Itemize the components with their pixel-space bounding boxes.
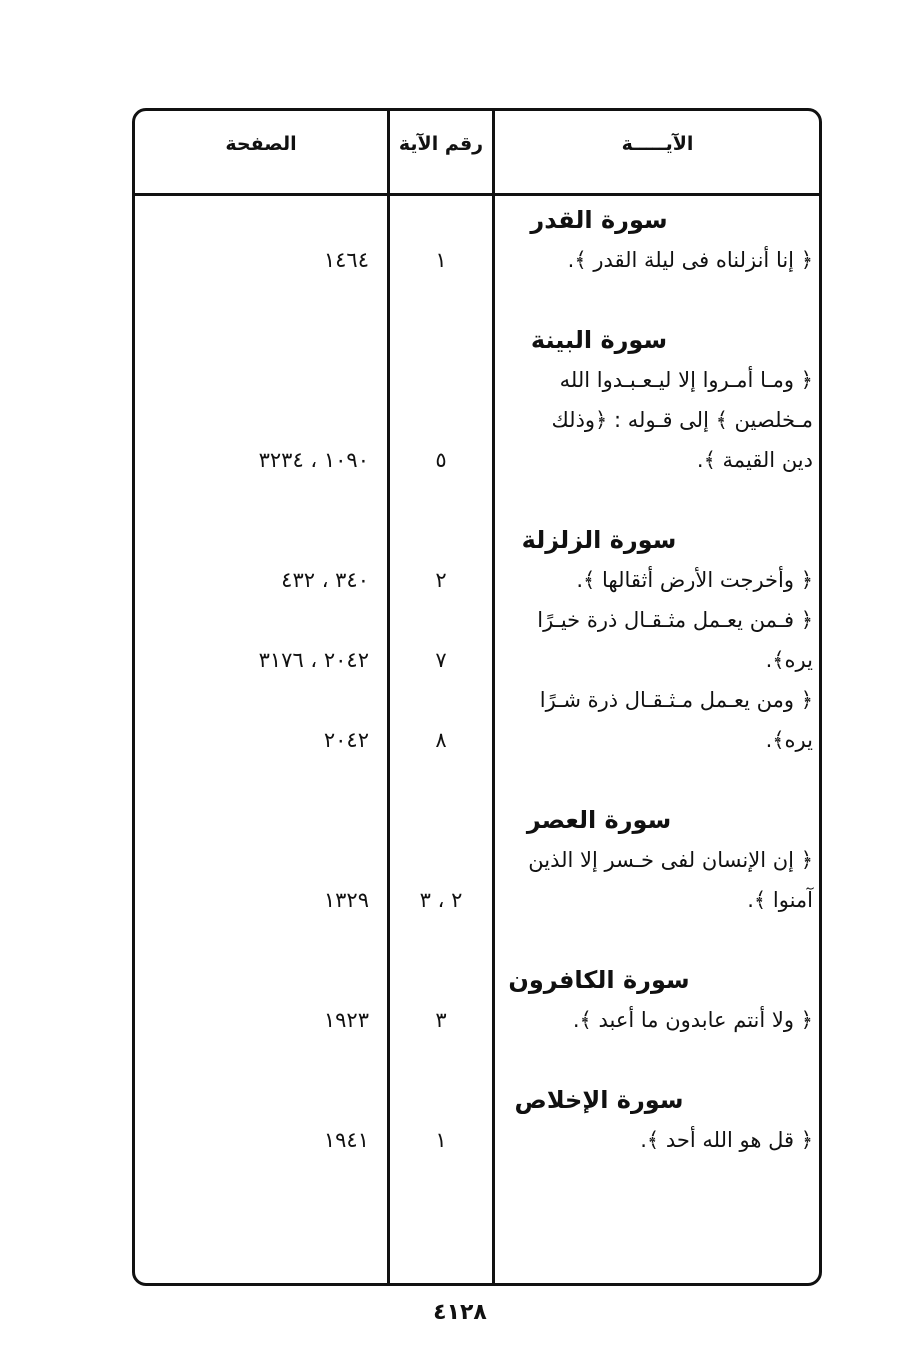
ayah-number: ٧ <box>435 648 447 672</box>
ayah-text-line: ﴿ ومن يعـمل مـثـقـال ذرة شـرًا <box>539 688 813 712</box>
surah-title: سورة العصر <box>526 806 672 834</box>
ayah-text-line: ﴿ ومـا أمـروا إلا ليـعـبـدوا الله <box>559 368 813 392</box>
ayah-text-line: ﴿ فـمن يعـمل مثـقـال ذرة خيـرًا <box>537 608 813 632</box>
page-reference: ٢٠٤٢ <box>323 728 369 752</box>
surah-title: سورة الكافرون <box>508 966 690 994</box>
surah-title: سورة الزلزلة <box>521 526 677 554</box>
surah-title: سورة القدر <box>530 206 668 234</box>
surah-title: سورة البينة <box>530 326 668 354</box>
ayah-text-line: ﴿ وأخرجت الأرض أثقالها ﴾. <box>576 568 813 592</box>
page-reference: ١٣٢٩ <box>323 888 369 912</box>
page-reference: ٢٠٤٢ ، ٣١٧٦ <box>258 648 369 672</box>
header-page: الصفحة <box>225 133 297 155</box>
ayah-text-line: ﴿ ولا أنتم عابدون ما أعبد ﴾. <box>572 1008 813 1032</box>
header-ayah: الآيـــــة <box>621 133 694 155</box>
ayah-text-line: يره﴾. <box>765 728 813 752</box>
ayah-text-line: ﴿ قل هو الله أحد ﴾. <box>640 1128 813 1152</box>
surah-title: سورة الإخلاص <box>514 1086 684 1114</box>
ayah-text-line: ﴿ إن الإنسان لفى خـسر إلا الذين <box>528 848 813 872</box>
ayah-number: ٥ <box>435 448 447 472</box>
ayah-text-line: دين القيمة ﴾. <box>696 448 813 472</box>
page-reference: ٣٤٠ ، ٤٣٢ <box>281 568 369 592</box>
ayah-number: ٨ <box>435 728 447 752</box>
header-divider <box>135 193 819 196</box>
column-divider-page <box>387 111 390 1283</box>
ayah-text-line: مـخلصين ﴾ إلى قـوله : ﴿وذلك <box>551 408 813 432</box>
ayah-number: ١ <box>435 1128 447 1152</box>
ayah-number: ١ <box>435 248 447 272</box>
ayah-text-line: يره﴾. <box>765 648 813 672</box>
page-reference: ١٩٢٣ <box>323 1008 369 1032</box>
ayah-number: ٢ <box>435 568 447 592</box>
header-ayah-number: رقم الآية <box>398 133 484 155</box>
ayah-text-line: ﴿ إنا أنزلناه فى ليلة القدر ﴾. <box>567 248 813 272</box>
page-reference: ١٩٤١ <box>323 1128 369 1152</box>
ayah-number: ٢ ، ٣ <box>419 888 463 912</box>
index-table <box>132 108 822 1286</box>
ayah-number: ٣ <box>435 1008 447 1032</box>
page-reference: ١٤٦٤ <box>323 248 369 272</box>
page-number: ٤١٢٨ <box>433 1300 487 1325</box>
ayah-text-line: آمنوا ﴾. <box>747 888 813 912</box>
page-reference: ١٠٩٠ ، ٣٢٣٤ <box>258 448 369 472</box>
